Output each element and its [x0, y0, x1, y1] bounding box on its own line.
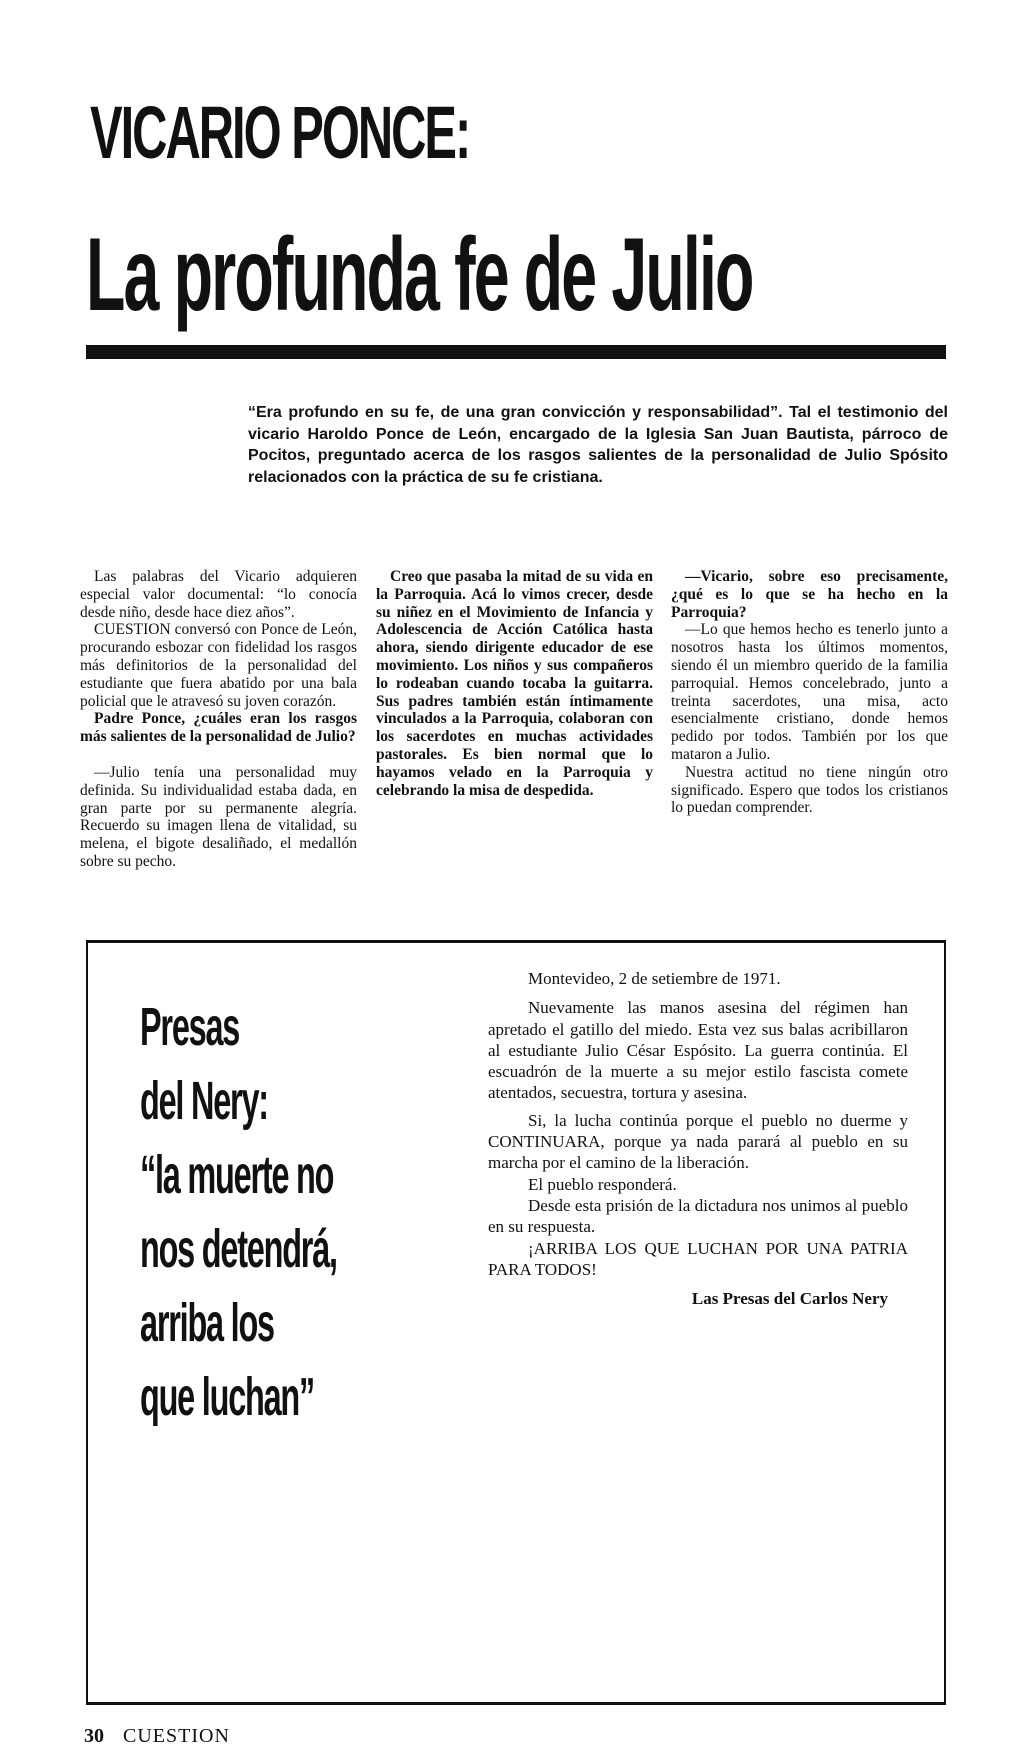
letter-paragraph: El pueblo responderá.	[528, 1174, 677, 1194]
interview-question: Padre Ponce, ¿cuáles eran los rasgos más salientes de la personalidad de Julio?	[80, 710, 357, 746]
box-title-line: arriba los	[140, 1293, 274, 1353]
page-number: 30	[84, 1725, 104, 1747]
box-title-line: del Nery:	[140, 1071, 268, 1131]
headline-rule	[86, 345, 946, 359]
letter-date: Montevideo, 2 de setiembre de 1971.	[528, 969, 781, 988]
letter-paragraph: Desde esta prisión de la dictadura nos unimos al pueblo en su respuesta.	[488, 1195, 908, 1237]
letter-text	[488, 968, 908, 1309]
article-paragraph: Las palabras del Vicario adquieren especial valor documental: “lo conocía desde niño, desde hace diez años”.	[80, 568, 357, 621]
page-footer	[84, 1725, 334, 1748]
box-title-line: Presas	[140, 997, 240, 1057]
article-column-1	[80, 568, 357, 871]
article-paragraph: Creo que pasaba la mitad de su vida en la Parroquia. Acá lo vimos crecer, desde su niñez en el Movimiento de Infancia y Adolescencia de Acción Católica hasta ahora, siendo dirigente educador de ese movimiento. Los niños y sus compañeros lo rodeaban cuando tocaba la guitarra. Sus padres también están íntimamente vinculados a la Parroquia, colaboran con los sacerdotes en muchas actividades pastorales. Es bien normal que lo hayamos velado en la Parroquia y celebrando la misa de despedida.	[376, 568, 653, 799]
article-paragraph: Nuestra actitud no tiene ningún otro significado. Espero que todos los cristianos lo puedan comprender.	[671, 763, 948, 817]
article-column-3	[671, 568, 948, 817]
box-title-line: “la muerte no	[140, 1145, 334, 1205]
box-title	[140, 990, 398, 1434]
article-paragraph: —Lo que hemos hecho es tenerlo junto a nosotros hasta los últimos momentos, siendo él un miembro querido de la familia parroquial. Hemos concelebrado, junto a treinta sacerdotes, una misa, acto esencialmente cristiano, donde hemos pedido por todos. También por los que mataron a Julio.	[671, 621, 948, 763]
article-paragraph: CUESTION conversó con Ponce de León, procurando esbozar con fidelidad los rasgos más definitorios de la personalidad del estudiante que fuera abatido por una bala policial que le atravesó su joven corazón.	[80, 621, 357, 710]
article-column-2	[376, 568, 653, 898]
magazine-name: CUESTION	[123, 1725, 230, 1747]
box-title-line: que luchan”	[140, 1367, 315, 1427]
box-title-line: nos detendrá,	[140, 1219, 337, 1279]
letter-paragraph: ¡ARRIBA LOS QUE LUCHAN POR UNA PATRIA PARA TODOS!	[488, 1238, 908, 1279]
lead-paragraph: “Era profundo en su fe, de una gran convicción y responsabilidad”. Tal el testimonio del vicario Haroldo Ponce de León, encargado de la Iglesia San Juan Bautista, párroco de Pocitos, preguntado acerca de los rasgos salientes de la personalidad de Julio Spósito relacionados con la práctica de su fe cristiana.	[248, 404, 948, 486]
letter-signature: Las Presas del Carlos Nery	[691, 1289, 888, 1309]
kicker-title: VICARIO PONCE:	[90, 91, 470, 174]
letter-paragraph: Si, la lucha continúa porque el pueblo no duerme y CONTINUARA, porque ya nada parará al pueblo en su marcha por el camino de la liberación.	[488, 1110, 908, 1173]
headline: La profunda fe de Julio	[86, 217, 753, 333]
article-paragraph: —Julio tenía una personalidad muy definida. Su individualidad estaba dada, en gran parte por su permanente alegría. Recuerdo su imagen llena de vitalidad, su melena, el bigote desaliñado, el medallón sobre su pecho.	[80, 763, 357, 870]
letter-paragraph: Nuevamente las manos asesina del régimen han apretado el gatillo del miedo. Esta vez sus balas acribillaron al estudiante Julio César Espósito. La guerra continúa. El escuadrón de la muerte a su mejor estilo fascista comete atentados, secuestra, tortura y asesina.	[488, 998, 908, 1103]
interview-question: —Vicario, sobre eso precisamente, ¿qué es lo que se ha hecho en la Parroquia?	[671, 568, 948, 621]
